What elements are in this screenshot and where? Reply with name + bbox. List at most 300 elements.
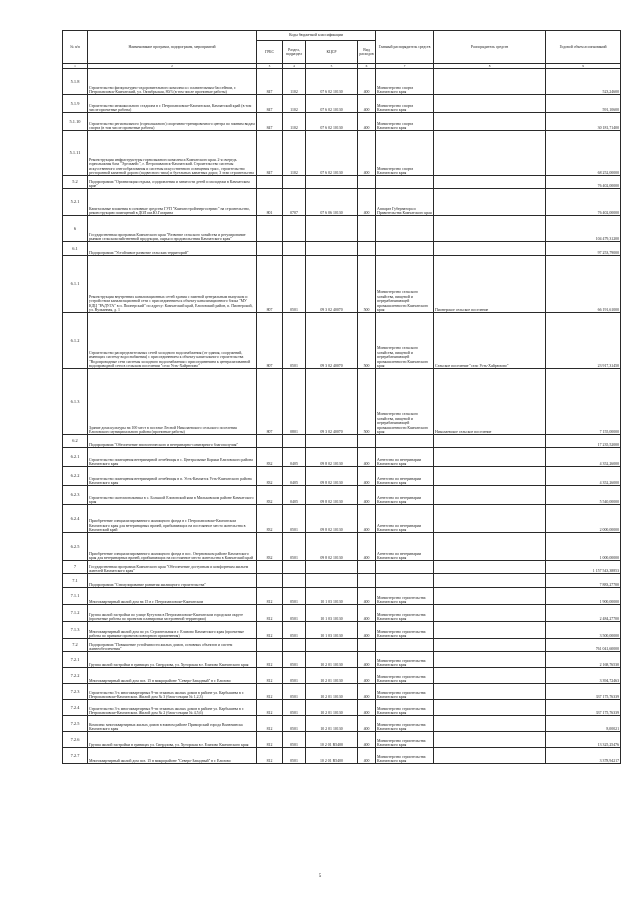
row-grbs: 847 — [257, 113, 283, 131]
row-amount: 68 252,00000 — [546, 131, 621, 176]
row-distributor — [434, 700, 546, 716]
row-main-recipient: Министерство строительства Камчатского края — [376, 605, 434, 622]
row-csr: 07 6 02 10130 — [306, 69, 358, 95]
row-csr — [306, 561, 358, 574]
row-vr — [358, 574, 376, 588]
row-grbs: 812 — [257, 748, 283, 764]
table-row — [63, 176, 621, 189]
row-distributor — [434, 189, 546, 216]
row-razdel: 1102 — [283, 113, 306, 131]
row-grbs: 812 — [257, 684, 283, 700]
row-grbs: 832 — [257, 486, 283, 505]
row-number: 7.2.2 — [63, 668, 88, 684]
row-name: Строительство 3-х многоквартирных 9-ти этажных жилых домов в районе ул. Карбышева в г. Петропавловске-Камчатском. Жилой дом № 2 (блок-секции № 4,5,6) — [88, 700, 257, 716]
row-razdel: 0501 — [283, 732, 306, 748]
row-name: Многоквартирный жилой дом на 15 в г. Петропавловске-Камчатском — [88, 588, 257, 605]
row-main-recipient: Министерство строительства Камчатского края — [376, 652, 434, 668]
row-number: 5.1.8 — [63, 69, 88, 95]
row-vr: 400 — [358, 95, 376, 113]
row-vr: 400 — [358, 668, 376, 684]
row-csr: 09 8 02 10130 — [306, 467, 358, 486]
row-name: Строительство физкультурно-оздоровительного комплекса с плавательным бассейном, г. Петропавловск-Камчатский, ул. Октябрьская, 80/3 (в том числе проектные работы) — [88, 69, 257, 95]
row-grbs: 847 — [257, 131, 283, 176]
row-distributor — [434, 95, 546, 113]
row-razdel — [283, 176, 306, 189]
row-main-recipient: Министерство спорта Камчатского края — [376, 95, 434, 113]
row-number: 6.2.5 — [63, 533, 88, 561]
row-main-recipient — [376, 639, 434, 652]
row-distributor — [434, 533, 546, 561]
row-razdel: 0801 — [283, 369, 306, 435]
row-csr: 09 8 02 10130 — [306, 448, 358, 467]
table-row — [63, 189, 621, 216]
table-row — [63, 216, 621, 242]
row-grbs: 812 — [257, 732, 283, 748]
row-name: Строительство распределительных сетей холодного водоснабжения (от здания, сооружений, имеющих систему водоснабжения) с присоединением к объекту капитального строительства "Водопроводные сети системы холодного водоснабжения с присоединением к централизованной водопроводной сети в сельском поселении "село Усть-Хайрюзово" — [88, 313, 257, 369]
row-grbs: 807 — [257, 256, 283, 313]
row-amount: 523,24600 — [546, 69, 621, 95]
row-amount: 2 168,76530 — [546, 652, 621, 668]
row-razdel: 0501 — [283, 684, 306, 700]
row-number: 7 — [63, 561, 88, 574]
row-name: Приобретение специализированного жилищного фонда в пос. Озерновском районе Камчатского края для ветеринарных врачей, прибывающих на постоянное место жительства в Камчатский край — [88, 533, 257, 561]
row-razdel — [283, 216, 306, 242]
row-number: 5.1.10 — [63, 113, 88, 131]
row-name: Подпрограмма "Устойчивое развитие сельских территорий" — [88, 242, 257, 256]
table-row — [63, 467, 621, 486]
row-main-recipient — [376, 216, 434, 242]
table-row — [63, 588, 621, 605]
row-razdel: 0501 — [283, 505, 306, 533]
row-amount: 8,00021 — [546, 716, 621, 732]
row-csr — [306, 176, 358, 189]
row-vr: 400 — [358, 588, 376, 605]
row-razdel: 0501 — [283, 588, 306, 605]
row-distributor — [434, 486, 546, 505]
header-csr: КЦСР — [306, 41, 358, 64]
table-row — [63, 533, 621, 561]
row-main-recipient: Агентство по ветеринарии Камчатского края — [376, 486, 434, 505]
row-distributor — [434, 435, 546, 448]
row-csr: 07 6 02 10130 — [306, 131, 358, 176]
row-amount: 104 479,31200 — [546, 216, 621, 242]
row-amount: 30 181,71400 — [546, 113, 621, 131]
row-grbs: 832 — [257, 448, 283, 467]
column-index: 6 — [358, 64, 376, 69]
row-grbs: 807 — [257, 369, 283, 435]
row-distributor — [434, 605, 546, 622]
table-row — [63, 242, 621, 256]
row-amount: 2 484,27700 — [546, 605, 621, 622]
row-main-recipient — [376, 176, 434, 189]
row-csr: 09 3 02 40070 — [306, 369, 358, 435]
row-vr: 400 — [358, 467, 376, 486]
row-grbs: 807 — [257, 313, 283, 369]
row-name: Здание дома культуры на 100 мест в поселке Лесной Николаевского сельского поселения Елизовского муниципального района (проектные работы) — [88, 369, 257, 435]
row-vr: 400 — [358, 448, 376, 467]
row-main-recipient: Министерство спорта Камчатского края — [376, 69, 434, 95]
row-grbs: 812 — [257, 652, 283, 668]
row-name: Приобретение специализированного жилищного фонда в г. Петропавловске-Камчатском Камчатского края для ветеринарных врачей, прибывающих на постоянное место жительства в Камчатский край — [88, 505, 257, 533]
column-index: 1 — [63, 64, 88, 69]
row-main-recipient: Агентство по ветеринарии Камчатского края — [376, 448, 434, 467]
table-row — [63, 561, 621, 574]
row-main-recipient: Министерство сельского хозяйства, пищевой и перерабатывающей промышленности Камчатского края — [376, 256, 434, 313]
header-number: № п/п — [63, 31, 88, 64]
row-name: Государственная программа Камчатского края "Развитие сельского хозяйства и регулирование рынков сельскохозяйственной продукции, сырья и продовольствия Камчатского края" — [88, 216, 257, 242]
budget-table — [62, 30, 621, 764]
row-amount: 7 883,27700 — [546, 574, 621, 588]
row-grbs: 847 — [257, 69, 283, 95]
row-main-recipient: Министерство строительства Камчатского края — [376, 684, 434, 700]
row-amount: 7 155,00000 — [546, 369, 621, 435]
row-main-recipient — [376, 435, 434, 448]
row-number: 5.2.1 — [63, 189, 88, 216]
row-grbs — [257, 574, 283, 588]
row-amount: 4 352,26000 — [546, 448, 621, 467]
row-amount: 3 500,00000 — [546, 622, 621, 639]
row-amount: 1 900,00000 — [546, 588, 621, 605]
row-csr: 10 1 03 10130 — [306, 605, 358, 622]
row-csr: 09 8 02 10130 — [306, 533, 358, 561]
row-amount: 5 540,00000 — [546, 486, 621, 505]
header-name: Наименование программ, подпрограмм, мероприятий — [88, 31, 257, 64]
row-number: 6.1.1 — [63, 256, 88, 313]
row-amount: 66 191,61000 — [546, 256, 621, 313]
row-distributor — [434, 622, 546, 639]
row-distributor: Николаевское сельское поселение — [434, 369, 546, 435]
row-csr — [306, 242, 358, 256]
row-grbs — [257, 639, 283, 652]
row-name: Группа жилой застройки в границах ул. Свердлова, ул. Хуторская в г. Елизово Камчатского края — [88, 652, 257, 668]
row-distributor — [434, 448, 546, 467]
row-amount: 76 402,00000 — [546, 176, 621, 189]
row-distributor — [434, 639, 546, 652]
row-csr: 10 1 03 10130 — [306, 622, 358, 639]
row-main-recipient: Министерство строительства Камчатского края — [376, 716, 434, 732]
table-row — [63, 716, 621, 732]
row-amount: 4 352,26000 — [546, 467, 621, 486]
row-distributor — [434, 668, 546, 684]
row-csr — [306, 435, 358, 448]
table-row — [63, 605, 621, 622]
row-distributor: Сельское поселение "село Усть-Хайрюзово" — [434, 313, 546, 369]
table-row — [63, 622, 621, 639]
row-name: Строительство помещения ветеринарной лечебницы в п. Усть-Камчатск Усть-Камчатского района Камчатского края — [88, 467, 257, 486]
row-vr — [358, 435, 376, 448]
row-csr: 07 6 02 10130 — [306, 113, 358, 131]
row-csr — [306, 574, 358, 588]
row-distributor — [434, 131, 546, 176]
row-grbs: 832 — [257, 467, 283, 486]
row-razdel: 0501 — [283, 256, 306, 313]
table-row — [63, 684, 621, 700]
row-distributor — [434, 176, 546, 189]
row-name: Многоквартирный жилой дом поз. 15 в микрорайоне "Северо-Западный" в г. Елизово — [88, 748, 257, 764]
row-grbs: 812 — [257, 700, 283, 716]
column-index: 9 — [546, 64, 621, 69]
row-razdel: 0501 — [283, 668, 306, 684]
column-index: 7 — [376, 64, 434, 69]
row-vr: 400 — [358, 533, 376, 561]
row-name: Государственная программа Камчатского края "Обеспечение доступным и комфортным жильем жителей Камчатского края" — [88, 561, 257, 574]
row-csr: 10 2 01 10130 — [306, 652, 358, 668]
row-main-recipient — [376, 242, 434, 256]
header-vr: Вид расходов — [358, 41, 376, 64]
row-name: Реконструкция внутренних канализационных сетей здания с заменой центральным выпуском и устройством канализационной сети с присоединением к объекту канализационного блока "МУ КДЦ "РАДУГА" в п. Пионерский" по адресу: Камчатский край, Елизовский район, п. Пионерский, ул. Вулканная, д. 1 — [88, 256, 257, 313]
row-main-recipient: Министерство строительства Камчатского края — [376, 668, 434, 684]
row-amount: 591,10600 — [546, 95, 621, 113]
table-row — [63, 369, 621, 435]
row-grbs: 847 — [257, 95, 283, 113]
row-csr: 10 2 01 10130 — [306, 668, 358, 684]
row-csr: 10 2 01 10130 — [306, 716, 358, 732]
row-grbs: 812 — [257, 668, 283, 684]
row-number: 7.2.1 — [63, 652, 88, 668]
column-index: 2 — [88, 64, 257, 69]
row-razdel: 0405 — [283, 448, 306, 467]
row-vr: 400 — [358, 69, 376, 95]
row-distributor: Пионерское сельское поселение — [434, 256, 546, 313]
row-number: 5.2 — [63, 176, 88, 189]
row-main-recipient: Министерство строительства Камчатского края — [376, 622, 434, 639]
row-distributor — [434, 113, 546, 131]
row-name: Подпрограмма "Организация отдыха, оздоровления и занятости детей и молодежи в Камчатском крае" — [88, 176, 257, 189]
row-csr — [306, 639, 358, 652]
row-vr — [358, 639, 376, 652]
row-csr: 09 3 02 40070 — [306, 313, 358, 369]
row-vr: 400 — [358, 652, 376, 668]
table-row — [63, 668, 621, 684]
row-grbs: 812 — [257, 588, 283, 605]
row-distributor — [434, 684, 546, 700]
row-amount: 337 175,76339 — [546, 700, 621, 716]
row-grbs — [257, 561, 283, 574]
row-number: 7.2.6 — [63, 732, 88, 748]
row-main-recipient: Агентство по ветеринарии Камчатского края — [376, 467, 434, 486]
row-number: 6.2.3 — [63, 486, 88, 505]
row-vr — [358, 216, 376, 242]
row-name: Подпрограмма "Повышение устойчивости жилых домов, основных объектов и систем жизнеобеспечения" — [88, 639, 257, 652]
row-number: 6 — [63, 216, 88, 242]
header-distributor: Распорядитель средств — [434, 31, 546, 64]
table-row — [63, 732, 621, 748]
table-row — [63, 486, 621, 505]
table-row — [63, 435, 621, 448]
column-index: 8 — [434, 64, 546, 69]
row-amount: 17 235,52000 — [546, 435, 621, 448]
row-grbs: 812 — [257, 716, 283, 732]
row-number: 6.2.2 — [63, 467, 88, 486]
row-main-recipient: Аппарат Губернатора и Правительства Камчатского края — [376, 189, 434, 216]
row-amount: 1 000,00000 — [546, 533, 621, 561]
row-number: 6.1.2 — [63, 313, 88, 369]
row-number: 7.2.3 — [63, 684, 88, 700]
row-main-recipient — [376, 561, 434, 574]
row-csr: 07 6 06 10130 — [306, 189, 358, 216]
table-row — [63, 313, 621, 369]
row-number: 7.1.1 — [63, 588, 88, 605]
header-razdel: Раздел, подраздел — [283, 41, 306, 64]
row-vr: 400 — [358, 700, 376, 716]
row-vr — [358, 561, 376, 574]
row-vr: 400 — [358, 113, 376, 131]
row-amount: 97 253,79000 — [546, 242, 621, 256]
row-razdel — [283, 561, 306, 574]
row-distributor — [434, 588, 546, 605]
row-razdel: 0501 — [283, 748, 306, 764]
row-number: 7.2 — [63, 639, 88, 652]
column-index: 3 — [257, 64, 283, 69]
row-amount: 2 000,00000 — [546, 505, 621, 533]
row-razdel: 0501 — [283, 652, 306, 668]
row-grbs: 832 — [257, 505, 283, 533]
row-vr: 400 — [358, 622, 376, 639]
row-distributor — [434, 467, 546, 486]
row-csr: 09 8 02 10130 — [306, 486, 358, 505]
row-grbs: 812 — [257, 622, 283, 639]
row-name: Комплекс многоквартирных жилых домов в южном районе Приморский города Вилючинска Камчатского края — [88, 716, 257, 732]
row-vr: 400 — [358, 684, 376, 700]
row-csr — [306, 216, 358, 242]
row-number: 5.1.11 — [63, 131, 88, 176]
row-razdel: 0501 — [283, 700, 306, 716]
table-row — [63, 652, 621, 668]
row-name: Строительство регионального (горнолыжного) спортивно-тренировочного центра по зимним видам спорта (в том числе проектные работы) — [88, 113, 257, 131]
row-number: 6.1.3 — [63, 369, 88, 435]
row-razdel: 0405 — [283, 486, 306, 505]
row-number: 6.2.1 — [63, 448, 88, 467]
row-number: 5.1.9 — [63, 95, 88, 113]
row-razdel — [283, 242, 306, 256]
row-name: Подпрограмма "Стимулирование развития жилищного строительства" — [88, 574, 257, 588]
row-grbs — [257, 216, 283, 242]
row-distributor — [434, 242, 546, 256]
row-razdel — [283, 639, 306, 652]
table-row — [63, 639, 621, 652]
row-vr: 400 — [358, 505, 376, 533]
table-row — [63, 574, 621, 588]
row-distributor — [434, 216, 546, 242]
table-row — [63, 113, 621, 131]
row-amount: 3 378,94217 — [546, 748, 621, 764]
row-number: 6.2 — [63, 435, 88, 448]
row-razdel: 1102 — [283, 95, 306, 113]
row-amount: 76 402,00000 — [546, 189, 621, 216]
table-row — [63, 95, 621, 113]
row-vr: 400 — [358, 748, 376, 764]
table-row — [63, 505, 621, 533]
row-razdel: 1102 — [283, 131, 306, 176]
row-number: 7.2.4 — [63, 700, 88, 716]
table-row — [63, 69, 621, 95]
row-number: 6.1 — [63, 242, 88, 256]
row-vr: 500 — [358, 256, 376, 313]
row-name: Строительство 3-х многоквартирных 9-ти этажных жилых домов в районе ул. Карбышева в г. Петропавловске-Камчатском. Жилой дом № 3 (блок-секции № 1,2,3) — [88, 684, 257, 700]
row-name: Строительство скотомогильника в с. Большой Елизовский ями в Мильковском районе Камчатского края — [88, 486, 257, 505]
row-amount: 337 175,76339 — [546, 684, 621, 700]
row-main-recipient: Министерство строительства Камчатского края — [376, 700, 434, 716]
row-vr — [358, 242, 376, 256]
row-csr: 07 6 02 10130 — [306, 95, 358, 113]
row-vr: 500 — [358, 369, 376, 435]
row-main-recipient: Министерство строительства Камчатского края — [376, 732, 434, 748]
row-razdel: 0707 — [283, 189, 306, 216]
row-main-recipient: Министерство строительства Камчатского края — [376, 748, 434, 764]
row-name: Многоквартирный жилой дом поз. 15 в микрорайоне "Северо-Западный" в г. Елизово — [88, 668, 257, 684]
row-vr: 400 — [358, 716, 376, 732]
header-grbs: ГРБС — [257, 41, 283, 64]
row-razdel — [283, 574, 306, 588]
row-distributor — [434, 574, 546, 588]
row-grbs: 801 — [257, 189, 283, 216]
row-razdel: 0405 — [283, 467, 306, 486]
row-razdel — [283, 435, 306, 448]
row-razdel: 0501 — [283, 533, 306, 561]
table-row — [63, 700, 621, 716]
row-number: 7.2.7 — [63, 748, 88, 764]
row-number: 7.1.3 — [63, 622, 88, 639]
row-grbs — [257, 435, 283, 448]
row-grbs: 812 — [257, 605, 283, 622]
row-main-recipient: Министерство строительства Камчатского края — [376, 588, 434, 605]
row-name: Строительство помещения ветеринарной лечебницы в с. Центральные Коряки Елизовского района Камчатского края — [88, 448, 257, 467]
row-amount: 3 394,72463 — [546, 668, 621, 684]
row-razdel: 0501 — [283, 716, 306, 732]
header-budget-codes: Коды бюджетной классификации — [257, 31, 376, 41]
row-main-recipient: Агентство по ветеринарии Камчатского края — [376, 533, 434, 561]
table-body — [63, 69, 621, 764]
row-vr: 400 — [358, 189, 376, 216]
table-header — [63, 31, 621, 69]
row-grbs: 832 — [257, 533, 283, 561]
page-number: 5 — [318, 874, 322, 879]
table-row — [63, 256, 621, 313]
row-main-recipient: Министерство спорта Камчатского края — [376, 131, 434, 176]
table-row — [63, 748, 621, 764]
row-amount: 761 041,60000 — [546, 639, 621, 652]
header-annual-amount: Годовой объем ассигнований — [546, 31, 621, 64]
row-razdel: 1102 — [283, 69, 306, 95]
row-main-recipient: Министерство сельского хозяйства, пищевой и перерабатывающей промышленности Камчатского края — [376, 313, 434, 369]
row-csr: 10 2 01 R5400 — [306, 732, 358, 748]
row-name: Подпрограмма "Обеспечение эпизоотического и ветеринарно-санитарного благополучия" — [88, 435, 257, 448]
table-row — [63, 131, 621, 176]
row-main-recipient: Министерство сельского хозяйства, пищевой и перерабатывающей промышленности Камчатского края — [376, 369, 434, 435]
row-vr: 500 — [358, 313, 376, 369]
row-razdel: 0501 — [283, 605, 306, 622]
row-amount: 13 325,25476 — [546, 732, 621, 748]
row-main-recipient: Агентство по ветеринарии Камчатского края — [376, 505, 434, 533]
row-amount: 1 157 543,38853 — [546, 561, 621, 574]
row-vr: 400 — [358, 732, 376, 748]
header-main-recipient: Главный распорядитель средств — [376, 31, 434, 64]
row-name: Группа жилой застройки по улице Кутузова в Петропавловске-Камчатском городском округе (проектные работы по проектам планировки застроенной территории) — [88, 605, 257, 622]
column-index: 5 — [306, 64, 358, 69]
row-vr: 400 — [358, 605, 376, 622]
row-csr: 09 8 02 10130 — [306, 505, 358, 533]
row-csr: 10 2 01 10130 — [306, 700, 358, 716]
row-distributor — [434, 69, 546, 95]
row-main-recipient — [376, 574, 434, 588]
row-name: Строительство межшкольного стадиона в г. Петропавловске-Камчатском, Камчатский край (в том числе проектные работы) — [88, 95, 257, 113]
row-name: Реконструкция инфраструктуры горнолыжного комплекса Камчатского края. 2-я очередь горнолыжная база "Эдельвейс", г. Петропавловск-Камчатский. Строительство системы искусственного снегообразования и системы искусственного освещения трасс, строительство ресторанной канатной дороги (подвесного типа) и бугельных канатных дорог, 3 этап строительства — [88, 131, 257, 176]
row-number: 7.1.2 — [63, 605, 88, 622]
row-csr: 09 3 02 40070 — [306, 256, 358, 313]
row-vr: 400 — [358, 486, 376, 505]
row-vr: 400 — [358, 131, 376, 176]
row-grbs — [257, 242, 283, 256]
